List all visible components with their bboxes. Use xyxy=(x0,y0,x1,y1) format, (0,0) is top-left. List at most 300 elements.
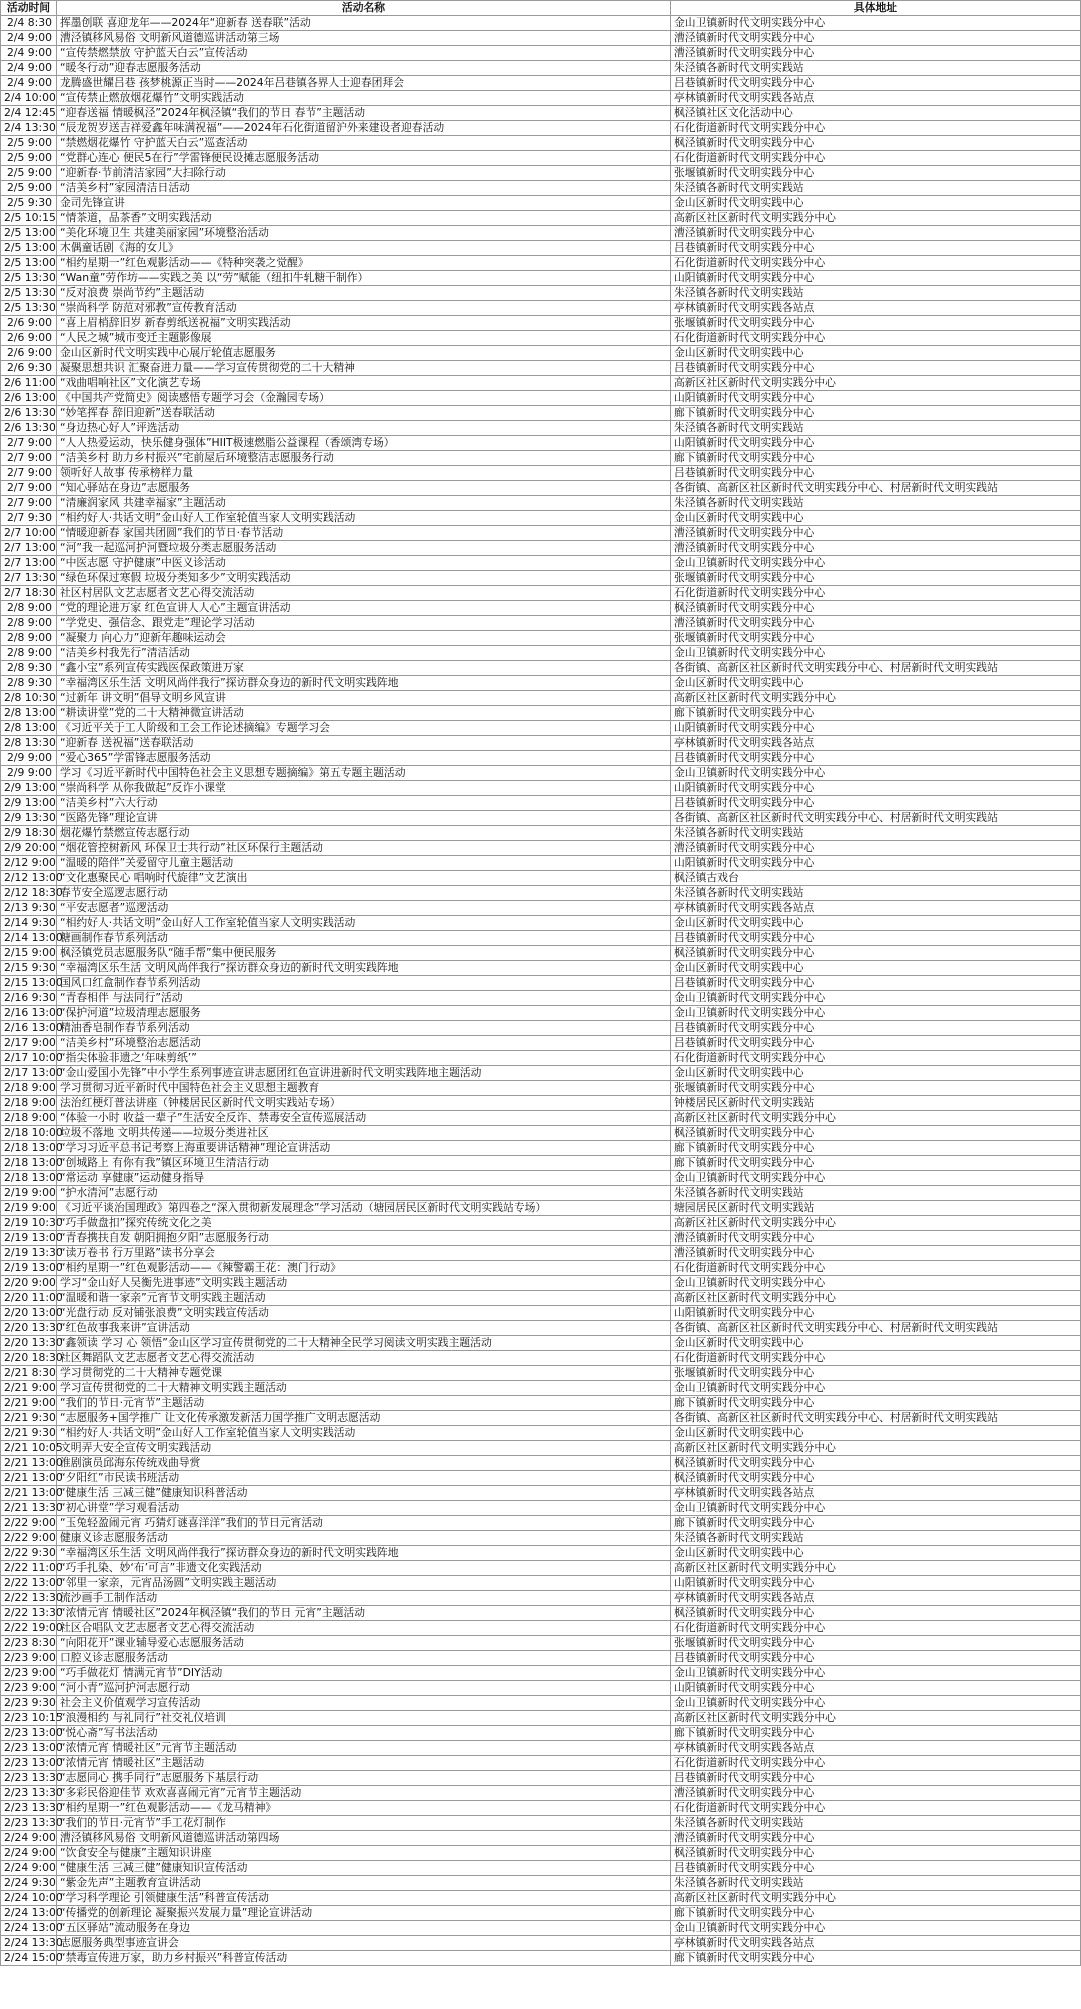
table-row xyxy=(1,1171,1081,1186)
table-row xyxy=(1,1141,1081,1156)
cell-activity-name: “烟花管控树新风 环保卫士共行动”社区环保行主题活动 xyxy=(57,841,671,856)
table-row xyxy=(1,1516,1081,1531)
cell-address: 金山区新时代文明实践中心 xyxy=(671,346,1081,361)
cell-activity-name: “温暖和谐一家亲”元宵节文明实践主题活动 xyxy=(57,1291,671,1306)
cell-activity-time: 2/24 13:30 xyxy=(1,1936,57,1951)
table-row xyxy=(1,1951,1081,1966)
cell-activity-name: “洁美乡村 助力乡村振兴”宅前屋后环境整洁志愿服务行动 xyxy=(57,451,671,466)
cell-activity-time: 2/7 13:30 xyxy=(1,571,57,586)
table-row xyxy=(1,646,1081,661)
cell-address: 山阳镇新时代文明实践分中心 xyxy=(671,856,1081,871)
cell-address: 金山区新时代文明实践中心 xyxy=(671,916,1081,931)
cell-activity-time: 2/21 8:30 xyxy=(1,1366,57,1381)
table-row xyxy=(1,1681,1081,1696)
table-row xyxy=(1,1186,1081,1201)
table-row xyxy=(1,706,1081,721)
cell-activity-time: 2/8 10:30 xyxy=(1,691,57,706)
table-row xyxy=(1,1786,1081,1801)
cell-address: 朱泾镇各新时代文明实践站 xyxy=(671,1816,1081,1831)
cell-activity-time: 2/7 9:30 xyxy=(1,511,57,526)
cell-address: 金山卫镇新时代文明实践分中心 xyxy=(671,1921,1081,1936)
cell-address: 朱泾镇各新时代文明实践站 xyxy=(671,826,1081,841)
cell-address: 朱泾镇各新时代文明实践站 xyxy=(671,1186,1081,1201)
cell-activity-time: 2/22 19:00 xyxy=(1,1621,57,1636)
table-row xyxy=(1,256,1081,271)
cell-activity-time: 2/21 13:30 xyxy=(1,1501,57,1516)
table-row xyxy=(1,271,1081,286)
cell-activity-time: 2/4 9:00 xyxy=(1,46,57,61)
cell-activity-time: 2/4 8:30 xyxy=(1,16,57,31)
cell-activity-name: “巧手做盘扣”探究传统文化之美 xyxy=(57,1216,671,1231)
cell-activity-name: 木偶童话剧《海的女儿》 xyxy=(57,241,671,256)
cell-activity-name: “人人热爱运动，快乐健身强体”HIIT极速燃脂公益课程（香颂湾专场） xyxy=(57,436,671,451)
cell-activity-time: 2/7 18:30 xyxy=(1,586,57,601)
cell-address: 枫泾镇社区文化活动中心 xyxy=(671,106,1081,121)
cell-activity-time: 2/15 9:00 xyxy=(1,946,57,961)
cell-activity-time: 2/12 13:00 xyxy=(1,871,57,886)
cell-activity-name: “悦心斋”写书法活动 xyxy=(57,1726,671,1741)
table-row xyxy=(1,1921,1081,1936)
cell-activity-name: “创城路上 有你有我”镇区环境卫生清洁行动 xyxy=(57,1156,671,1171)
table-row xyxy=(1,1876,1081,1891)
cell-activity-time: 2/21 10:05 xyxy=(1,1441,57,1456)
cell-activity-time: 2/24 9:00 xyxy=(1,1831,57,1846)
cell-address: 漕泾镇新时代文明实践分中心 xyxy=(671,541,1081,556)
cell-activity-time: 2/20 13:30 xyxy=(1,1336,57,1351)
cell-address: 高新区社区新时代文明实践分中心 xyxy=(671,1111,1081,1126)
cell-activity-time: 2/23 13:30 xyxy=(1,1816,57,1831)
table-row xyxy=(1,1891,1081,1906)
table-row xyxy=(1,1801,1081,1816)
cell-activity-time: 2/9 9:00 xyxy=(1,751,57,766)
cell-activity-name: “河小青”巡河护河志愿行动 xyxy=(57,1681,671,1696)
cell-activity-time: 2/21 9:00 xyxy=(1,1381,57,1396)
cell-address: 石化街道新时代文明实践分中心 xyxy=(671,121,1081,136)
table-row xyxy=(1,1651,1081,1666)
cell-activity-time: 2/12 9:00 xyxy=(1,856,57,871)
table-row xyxy=(1,1501,1081,1516)
table-row xyxy=(1,1021,1081,1036)
table-row xyxy=(1,781,1081,796)
cell-address: 廊下镇新时代文明实践分中心 xyxy=(671,1516,1081,1531)
cell-activity-name: “戏曲唱响社区”文化演艺专场 xyxy=(57,376,671,391)
table-row xyxy=(1,1066,1081,1081)
table-row xyxy=(1,466,1081,481)
cell-address: 金山区新时代文明实践中心 xyxy=(671,961,1081,976)
cell-activity-name: “红色故事我来讲”宣讲活动 xyxy=(57,1321,671,1336)
table-row xyxy=(1,121,1081,136)
cell-address: 石化街道新时代文明实践分中心 xyxy=(671,1351,1081,1366)
table-row xyxy=(1,1906,1081,1921)
cell-activity-time: 2/15 9:30 xyxy=(1,961,57,976)
table-row xyxy=(1,436,1081,451)
cell-address: 亭林镇新时代文明实践各站点 xyxy=(671,91,1081,106)
cell-address: 石化街道新时代文明实践分中心 xyxy=(671,1756,1081,1771)
cell-activity-name: “相约好人·共话文明”金山好人工作室轮值当家人文明实践活动 xyxy=(57,916,671,931)
table-row xyxy=(1,1456,1081,1471)
cell-activity-name: “读万卷书 行万里路”读书分享会 xyxy=(57,1246,671,1261)
cell-activity-name: 社区村居队文艺志愿者文艺心得交流活动 xyxy=(57,586,671,601)
cell-address: 各街镇、高新区社区新时代文明实践分中心、村居新时代文明实践站 xyxy=(671,1321,1081,1336)
cell-activity-time: 2/8 9:00 xyxy=(1,646,57,661)
cell-activity-time: 2/24 13:00 xyxy=(1,1906,57,1921)
cell-activity-name: 学习《习近平新时代中国特色社会主义思想专题摘编》第五专题主题活动 xyxy=(57,766,671,781)
cell-address: 金山卫镇新时代文明实践分中心 xyxy=(671,766,1081,781)
cell-activity-name: “妙笔挥春 辞旧迎新”送春联活动 xyxy=(57,406,671,421)
cell-activity-time: 2/23 13:30 xyxy=(1,1786,57,1801)
cell-activity-time: 2/12 18:30 xyxy=(1,886,57,901)
cell-address: 各街镇、高新区社区新时代文明实践分中心、村居新时代文明实践站 xyxy=(671,481,1081,496)
cell-activity-time: 2/7 9:00 xyxy=(1,496,57,511)
cell-address: 金山区新时代文明实践中心 xyxy=(671,196,1081,211)
cell-activity-name: 法治红梗灯普法讲座（钟楼居民区新时代文明实践站专场） xyxy=(57,1096,671,1111)
header-activity-time: 活动时间 xyxy=(1,1,57,16)
cell-address: 金山卫镇新时代文明实践分中心 xyxy=(671,1276,1081,1291)
table-row xyxy=(1,946,1081,961)
cell-address: 枫泾镇新时代文明实践分中心 xyxy=(671,601,1081,616)
cell-activity-name: “我们的节日·元宵节”手工花灯制作 xyxy=(57,1816,671,1831)
cell-address: 枫泾镇新时代文明实践分中心 xyxy=(671,136,1081,151)
cell-address: 廊下镇新时代文明实践分中心 xyxy=(671,1726,1081,1741)
cell-address: 吕巷镇新时代文明实践分中心 xyxy=(671,751,1081,766)
table-row xyxy=(1,1711,1081,1726)
table-row xyxy=(1,1396,1081,1411)
cell-activity-name: “志愿服务+国学推广 让文化传承激发新活力国学推广文明志愿活动 xyxy=(57,1411,671,1426)
table-row xyxy=(1,1426,1081,1441)
cell-activity-time: 2/22 9:00 xyxy=(1,1531,57,1546)
table-row xyxy=(1,826,1081,841)
cell-address: 金山区新时代文明实践中心 xyxy=(671,1066,1081,1081)
cell-activity-name: “常运动 享健康”运动健身指导 xyxy=(57,1171,671,1186)
header-activity-name: 活动名称 xyxy=(57,1,671,16)
cell-address: 朱泾镇各新时代文明实践站 xyxy=(671,886,1081,901)
cell-address: 廊下镇新时代文明实践分中心 xyxy=(671,1156,1081,1171)
cell-activity-name: 健康义诊志愿服务活动 xyxy=(57,1531,671,1546)
cell-address: 高新区社区新时代文明实践分中心 xyxy=(671,691,1081,706)
cell-activity-name: “党的理论进万家 红色宣讲人人心”主题宣讲活动 xyxy=(57,601,671,616)
cell-activity-time: 2/8 9:00 xyxy=(1,616,57,631)
cell-activity-name: “相约星期一”红色观影活动——《特种突袭之觉醒》 xyxy=(57,256,671,271)
cell-address: 朱泾镇各新时代文明实践站 xyxy=(671,61,1081,76)
table-row xyxy=(1,361,1081,376)
cell-activity-name: 志愿服务典型事迹宣讲会 xyxy=(57,1936,671,1951)
cell-address: 各街镇、高新区社区新时代文明实践分中心、村居新时代文明实践站 xyxy=(671,661,1081,676)
cell-activity-time: 2/8 9:00 xyxy=(1,601,57,616)
table-row xyxy=(1,676,1081,691)
cell-activity-time: 2/7 9:00 xyxy=(1,481,57,496)
header-address: 具体地址 xyxy=(671,1,1081,16)
table-row xyxy=(1,661,1081,676)
table-row xyxy=(1,286,1081,301)
cell-activity-time: 2/9 20:00 xyxy=(1,841,57,856)
cell-activity-name: 烟花爆竹禁燃宣传志愿行动 xyxy=(57,826,671,841)
cell-activity-time: 2/23 8:30 xyxy=(1,1636,57,1651)
cell-address: 金山区新时代文明实践中心 xyxy=(671,676,1081,691)
cell-activity-name: “指尖体验非遗之‘年味剪纸’” xyxy=(57,1051,671,1066)
cell-activity-name: “邻里一家亲，元宵品汤圆”文明实践主题活动 xyxy=(57,1576,671,1591)
cell-address: 金山卫镇新时代文明实践分中心 xyxy=(671,1666,1081,1681)
cell-address: 高新区社区新时代文明实践分中心 xyxy=(671,1291,1081,1306)
table-row xyxy=(1,526,1081,541)
cell-activity-time: 2/23 10:15 xyxy=(1,1711,57,1726)
table-row xyxy=(1,16,1081,31)
cell-address: 高新区社区新时代文明实践分中心 xyxy=(671,1711,1081,1726)
table-row xyxy=(1,1351,1081,1366)
cell-address: 金山卫镇新时代文明实践分中心 xyxy=(671,1171,1081,1186)
cell-address: 朱泾镇各新时代文明实践站 xyxy=(671,496,1081,511)
table-row xyxy=(1,91,1081,106)
cell-address: 各街镇、高新区社区新时代文明实践分中心、村居新时代文明实践站 xyxy=(671,811,1081,826)
cell-activity-time: 2/21 13:00 xyxy=(1,1486,57,1501)
table-row xyxy=(1,1816,1081,1831)
cell-activity-time: 2/23 9:30 xyxy=(1,1696,57,1711)
cell-address: 枫泾镇新时代文明实践分中心 xyxy=(671,1126,1081,1141)
cell-address: 亭林镇新时代文明实践各站点 xyxy=(671,901,1081,916)
cell-address: 金山卫镇新时代文明实践分中心 xyxy=(671,1006,1081,1021)
cell-activity-name: “平安志愿者”巡逻活动 xyxy=(57,901,671,916)
cell-address: 金山卫镇新时代文明实践分中心 xyxy=(671,16,1081,31)
cell-activity-time: 2/4 10:00 xyxy=(1,91,57,106)
cell-activity-name: “幸福湾区乐生活 文明风尚伴我行”探访群众身边的新时代文明实践阵地 xyxy=(57,961,671,976)
cell-address: 吕巷镇新时代文明实践分中心 xyxy=(671,796,1081,811)
cell-activity-time: 2/23 13:30 xyxy=(1,1801,57,1816)
cell-address: 廊下镇新时代文明实践分中心 xyxy=(671,1141,1081,1156)
cell-activity-time: 2/5 13:00 xyxy=(1,256,57,271)
cell-activity-name: “饮食安全与健康”主题知识讲座 xyxy=(57,1846,671,1861)
table-row xyxy=(1,406,1081,421)
table-row xyxy=(1,1051,1081,1066)
cell-activity-name: 糖画制作春节系列活动 xyxy=(57,931,671,946)
table-row xyxy=(1,766,1081,781)
cell-activity-time: 2/19 13:00 xyxy=(1,1231,57,1246)
cell-activity-time: 2/16 13:00 xyxy=(1,1006,57,1021)
cell-activity-time: 2/19 10:30 xyxy=(1,1216,57,1231)
cell-activity-time: 2/9 13:30 xyxy=(1,811,57,826)
cell-activity-time: 2/21 13:00 xyxy=(1,1471,57,1486)
cell-activity-name: “学习科学理论 引领健康生活”科普宣传活动 xyxy=(57,1891,671,1906)
table-row xyxy=(1,1741,1081,1756)
cell-address: 廊下镇新时代文明实践分中心 xyxy=(671,1906,1081,1921)
cell-activity-time: 2/21 9:30 xyxy=(1,1411,57,1426)
cell-address: 漕泾镇新时代文明实践分中心 xyxy=(671,526,1081,541)
cell-activity-time: 2/8 13:00 xyxy=(1,706,57,721)
table-row xyxy=(1,451,1081,466)
cell-address: 吕巷镇新时代文明实践分中心 xyxy=(671,931,1081,946)
cell-address: 漕泾镇新时代文明实践分中心 xyxy=(671,31,1081,46)
cell-activity-time: 2/6 9:00 xyxy=(1,316,57,331)
cell-activity-time: 2/4 12:45 xyxy=(1,106,57,121)
cell-activity-time: 2/23 13:00 xyxy=(1,1741,57,1756)
cell-address: 高新区社区新时代文明实践分中心 xyxy=(671,1891,1081,1906)
cell-address: 各街镇、高新区社区新时代文明实践分中心、村居新时代文明实践站 xyxy=(671,1411,1081,1426)
cell-activity-name: 淮剧演员邱海东传统戏曲导赏 xyxy=(57,1456,671,1471)
cell-activity-name: “健康生活 三减三健”健康知识宣传活动 xyxy=(57,1861,671,1876)
cell-activity-name: “喜上眉梢辞旧岁 新春剪纸送祝福”文明实践活动 xyxy=(57,316,671,331)
cell-activity-name: “宣传禁燃禁放 守护蓝天白云”宣传活动 xyxy=(57,46,671,61)
table-row xyxy=(1,856,1081,871)
cell-activity-name: “相约星期一”红色观影活动——《辣警霸王花：澳门行动》 xyxy=(57,1261,671,1276)
cell-activity-time: 2/7 9:00 xyxy=(1,451,57,466)
table-row xyxy=(1,391,1081,406)
cell-activity-name: “宣传禁止燃放烟花爆竹”文明实践活动 xyxy=(57,91,671,106)
table-row xyxy=(1,301,1081,316)
cell-address: 金山区新时代文明实践中心 xyxy=(671,1426,1081,1441)
cell-activity-name: “清廉润家风 共建幸福家”主题活动 xyxy=(57,496,671,511)
table-row xyxy=(1,1831,1081,1846)
cell-activity-name: 春节安全巡逻志愿行动 xyxy=(57,886,671,901)
cell-activity-time: 2/19 13:00 xyxy=(1,1261,57,1276)
table-row xyxy=(1,1336,1081,1351)
table-row xyxy=(1,1471,1081,1486)
cell-address: 朱泾镇各新时代文明实践站 xyxy=(671,286,1081,301)
cell-activity-name: “文化惠聚民心 唱响时代旋律”文艺演出 xyxy=(57,871,671,886)
cell-activity-name: “身边热心好人”评选活动 xyxy=(57,421,671,436)
cell-activity-name: “青春相伴 与法同行”活动 xyxy=(57,991,671,1006)
cell-address: 张堰镇新时代文明实践分中心 xyxy=(671,571,1081,586)
table-row xyxy=(1,211,1081,226)
cell-address: 亭林镇新时代文明实践各站点 xyxy=(671,1741,1081,1756)
cell-activity-name: “过新年 讲文明”倡导文明乡风宣讲 xyxy=(57,691,671,706)
cell-activity-name: 精油香皂制作春节系列活动 xyxy=(57,1021,671,1036)
table-row xyxy=(1,1081,1081,1096)
cell-address: 金山卫镇新时代文明实践分中心 xyxy=(671,1696,1081,1711)
table-row xyxy=(1,1606,1081,1621)
table-row xyxy=(1,796,1081,811)
cell-activity-name: 社区舞蹈队文艺志愿者文艺心得交流活动 xyxy=(57,1351,671,1366)
cell-activity-time: 2/5 13:30 xyxy=(1,301,57,316)
cell-activity-time: 2/5 13:00 xyxy=(1,226,57,241)
table-row xyxy=(1,841,1081,856)
cell-address: 漕泾镇新时代文明实践分中心 xyxy=(671,1231,1081,1246)
cell-activity-name: “巧手做花灯 情满元宵节”DIY活动 xyxy=(57,1666,671,1681)
cell-activity-name: “初心讲堂”学习观看活动 xyxy=(57,1501,671,1516)
cell-address: 亭林镇新时代文明实践各站点 xyxy=(671,301,1081,316)
cell-activity-name: 凝聚思想共识 汇聚奋进力量——学习宣传贯彻党的二十大精神 xyxy=(57,361,671,376)
cell-activity-time: 2/19 9:00 xyxy=(1,1201,57,1216)
table-row xyxy=(1,181,1081,196)
cell-activity-time: 2/7 13:00 xyxy=(1,556,57,571)
table-row xyxy=(1,991,1081,1006)
cell-activity-name: “辰龙贺岁送吉祥爱鑫年味满祝福”——2024年石化街道留沪外来建设者迎春活动 xyxy=(57,121,671,136)
table-row xyxy=(1,571,1081,586)
cell-address: 朱泾镇各新时代文明实践站 xyxy=(671,1876,1081,1891)
cell-address: 张堰镇新时代文明实践分中心 xyxy=(671,631,1081,646)
cell-activity-time: 2/14 9:30 xyxy=(1,916,57,931)
cell-activity-time: 2/19 9:00 xyxy=(1,1186,57,1201)
cell-activity-name: 社会主义价值观学习宣传活动 xyxy=(57,1696,671,1711)
cell-address: 石化街道新时代文明实践分中心 xyxy=(671,1621,1081,1636)
table-row xyxy=(1,496,1081,511)
cell-activity-time: 2/5 9:00 xyxy=(1,181,57,196)
table-row xyxy=(1,1291,1081,1306)
cell-activity-name: “鑫小宝”系列宣传实践医保政策进万家 xyxy=(57,661,671,676)
cell-address: 金山卫镇新时代文明实践分中心 xyxy=(671,556,1081,571)
cell-activity-time: 2/23 13:30 xyxy=(1,1771,57,1786)
cell-activity-time: 2/6 11:00 xyxy=(1,376,57,391)
table-row xyxy=(1,61,1081,76)
cell-activity-time: 2/9 9:00 xyxy=(1,766,57,781)
table-row xyxy=(1,736,1081,751)
cell-activity-name: “浓情元宵 情暖社区”主题活动 xyxy=(57,1756,671,1771)
cell-address: 亭林镇新时代文明实践各站点 xyxy=(671,1486,1081,1501)
cell-activity-time: 2/20 18:30 xyxy=(1,1351,57,1366)
cell-address: 吕巷镇新时代文明实践分中心 xyxy=(671,76,1081,91)
cell-activity-name: 学习贯彻党的二十大精神专题党课 xyxy=(57,1366,671,1381)
table-row xyxy=(1,901,1081,916)
cell-activity-time: 2/9 13:00 xyxy=(1,781,57,796)
cell-address: 吕巷镇新时代文明实践分中心 xyxy=(671,361,1081,376)
table-row xyxy=(1,976,1081,991)
cell-activity-time: 2/4 9:00 xyxy=(1,31,57,46)
cell-activity-time: 2/4 9:00 xyxy=(1,76,57,91)
cell-activity-name: 龙腾盛世耀吕巷 孩梦桃源正当时——2024年吕巷镇各界人士迎春团拜会 xyxy=(57,76,671,91)
cell-address: 塘园居民区新时代文明实践站 xyxy=(671,1201,1081,1216)
cell-activity-time: 2/18 13:00 xyxy=(1,1156,57,1171)
table-row xyxy=(1,871,1081,886)
cell-address: 吕巷镇新时代文明实践分中心 xyxy=(671,1021,1081,1036)
cell-activity-time: 2/16 9:30 xyxy=(1,991,57,1006)
cell-activity-name: 国风口红盒制作春节系列活动 xyxy=(57,976,671,991)
cell-activity-name: “洁美乡村我先行”清洁活动 xyxy=(57,646,671,661)
cell-address: 漕泾镇新时代文明实践分中心 xyxy=(671,226,1081,241)
cell-activity-time: 2/5 9:00 xyxy=(1,151,57,166)
cell-address: 廊下镇新时代文明实践分中心 xyxy=(671,706,1081,721)
cell-address: 高新区社区新时代文明实践分中心 xyxy=(671,376,1081,391)
cell-activity-time: 2/18 9:00 xyxy=(1,1096,57,1111)
cell-activity-time: 2/20 9:00 xyxy=(1,1276,57,1291)
cell-address: 廊下镇新时代文明实践分中心 xyxy=(671,451,1081,466)
cell-activity-time: 2/22 13:30 xyxy=(1,1606,57,1621)
cell-activity-time: 2/7 10:00 xyxy=(1,526,57,541)
cell-activity-time: 2/15 13:00 xyxy=(1,976,57,991)
table-row xyxy=(1,1441,1081,1456)
cell-address: 张堰镇新时代文明实践分中心 xyxy=(671,1366,1081,1381)
cell-activity-name: “多彩民俗迎佳节 欢欢喜喜闹元宵”元宵节主题活动 xyxy=(57,1786,671,1801)
table-row xyxy=(1,1546,1081,1561)
cell-activity-name: “迎新春·节前清洁家园”大扫除行动 xyxy=(57,166,671,181)
cell-activity-name: “崇尚科学 防范对邪教”宣传教育活动 xyxy=(57,301,671,316)
table-row xyxy=(1,196,1081,211)
cell-address: 枫泾镇新时代文明实践分中心 xyxy=(671,1471,1081,1486)
table-row xyxy=(1,76,1081,91)
cell-address: 枫泾镇新时代文明实践分中心 xyxy=(671,946,1081,961)
cell-activity-name: “迎新春 送祝福”送春联活动 xyxy=(57,736,671,751)
table-row xyxy=(1,1576,1081,1591)
cell-activity-time: 2/20 13:00 xyxy=(1,1306,57,1321)
cell-address: 金山卫镇新时代文明实践分中心 xyxy=(671,646,1081,661)
cell-activity-name: 金司先锋宣讲 xyxy=(57,196,671,211)
table-row xyxy=(1,886,1081,901)
cell-activity-name: “巧手扎染、妙‘布’可言”非遗文化实践活动 xyxy=(57,1561,671,1576)
cell-activity-time: 2/6 13:00 xyxy=(1,391,57,406)
cell-activity-time: 2/7 9:00 xyxy=(1,466,57,481)
table-row xyxy=(1,1111,1081,1126)
cell-address: 廊下镇新时代文明实践分中心 xyxy=(671,1396,1081,1411)
table-row xyxy=(1,1381,1081,1396)
cell-address: 金山区新时代文明实践中心 xyxy=(671,1546,1081,1561)
cell-activity-time: 2/24 9:00 xyxy=(1,1846,57,1861)
cell-activity-time: 2/20 13:30 xyxy=(1,1321,57,1336)
table-row xyxy=(1,1846,1081,1861)
cell-activity-time: 2/9 13:00 xyxy=(1,796,57,811)
cell-activity-name: “浓情元宵 情暖社区”2024年枫泾镇“我们的节日 元宵”主题活动 xyxy=(57,1606,671,1621)
cell-address: 石化街道新时代文明实践分中心 xyxy=(671,256,1081,271)
cell-address: 石化街道新时代文明实践分中心 xyxy=(671,1051,1081,1066)
table-row xyxy=(1,1666,1081,1681)
table-row xyxy=(1,961,1081,976)
table-row xyxy=(1,241,1081,256)
cell-address: 朱泾镇各新时代文明实践站 xyxy=(671,421,1081,436)
